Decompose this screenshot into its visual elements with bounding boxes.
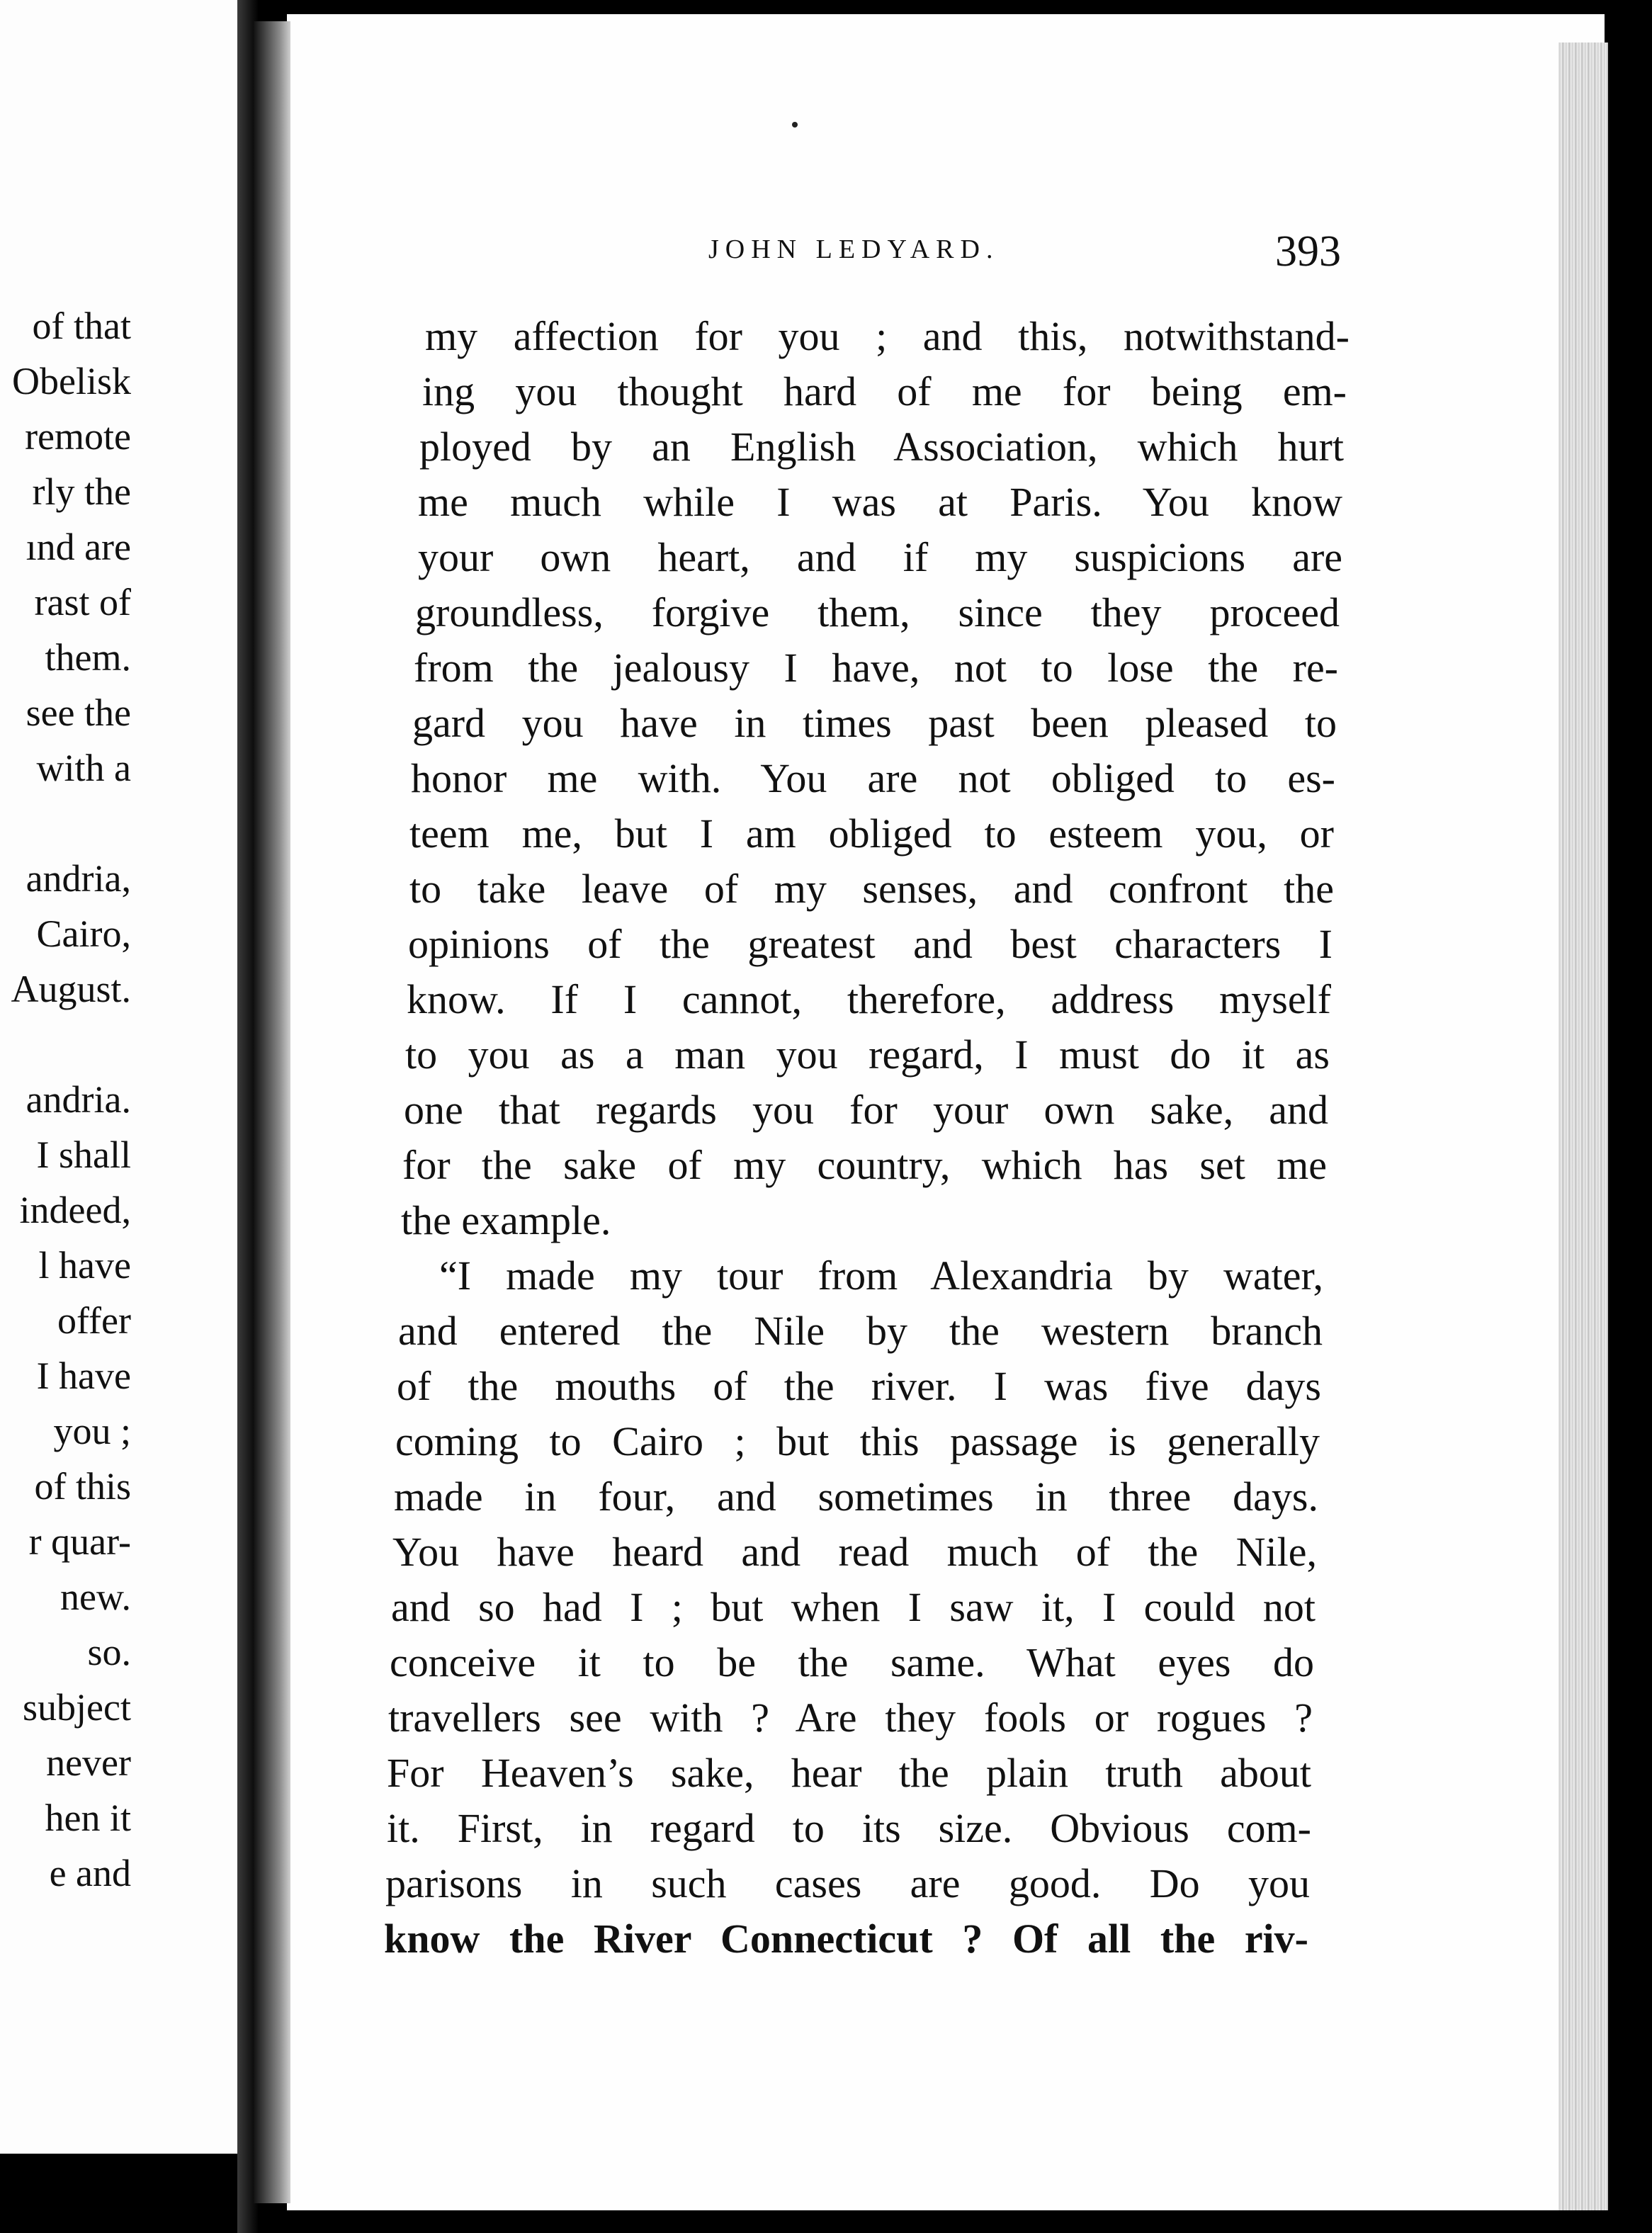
body-line: made in four, and sometimes in three days. bbox=[394, 1474, 1318, 1520]
body-line: For Heaven’s sake, hear the plain truth about bbox=[387, 1750, 1311, 1796]
body-line: conceive it to be the same. What eyes do bbox=[390, 1639, 1314, 1685]
body-line: of the mouths of the river. I was five days bbox=[397, 1363, 1321, 1409]
body-line: and entered the Nile by the western branch bbox=[398, 1308, 1323, 1354]
facing-page-line: of this bbox=[34, 1465, 131, 1508]
scan-border bbox=[1608, 43, 1652, 2233]
body-line: travellers see with ? Are they fools or rogues ? bbox=[388, 1695, 1313, 1741]
facing-page-line: r quar- bbox=[28, 1520, 131, 1563]
facing-page-line: remote bbox=[25, 415, 131, 458]
body-line: ing you thought hard of me for being em- bbox=[422, 368, 1347, 414]
body-line: You have heard and read much of the Nile, bbox=[392, 1529, 1317, 1575]
facing-page-line: l have bbox=[38, 1244, 131, 1287]
facing-page-line: e and bbox=[49, 1852, 131, 1894]
body-line: teem me, but I am obliged to esteem you, or bbox=[409, 810, 1334, 857]
facing-page-line: never bbox=[46, 1741, 131, 1784]
paragraph-first-line: “I made my tour from Alexandria by water, bbox=[439, 1253, 1323, 1299]
facing-page-line: with a bbox=[36, 747, 131, 789]
facing-page-line: rly the bbox=[32, 470, 131, 513]
body-line: from the jealousy I have, not to lose the re- bbox=[414, 645, 1338, 691]
facing-page-line: hen it bbox=[45, 1797, 131, 1839]
body-line: gard you have in times past been pleased to bbox=[412, 700, 1337, 746]
facing-page-line: indeed, bbox=[19, 1189, 131, 1231]
facing-page-line: subject bbox=[23, 1686, 131, 1729]
body-line: know. If I cannot, therefore, address myself bbox=[407, 976, 1331, 1022]
facing-page-line: I shall bbox=[36, 1134, 131, 1176]
facing-page-line: see the bbox=[26, 691, 131, 734]
facing-page-line: ınd are bbox=[26, 526, 131, 568]
body-line: parisons in such cases are good. Do you bbox=[385, 1860, 1310, 1906]
body-line: opinions of the greatest and best characters I bbox=[408, 921, 1333, 967]
body-line: to you as a man you regard, I must do it as bbox=[405, 1031, 1330, 1078]
body-line: one that regards you for your own sake, and bbox=[404, 1087, 1328, 1133]
page-number: 393 bbox=[1275, 227, 1341, 276]
spine-shadow bbox=[254, 21, 290, 2203]
body-line: it. First, in regard to its size. Obvious com- bbox=[387, 1805, 1311, 1851]
facing-page-line: you ; bbox=[53, 1410, 131, 1452]
ink-speck bbox=[792, 122, 798, 128]
facing-page-line: andria. bbox=[26, 1078, 131, 1121]
running-head: JOHN LEDYARD. bbox=[708, 234, 1000, 264]
facing-page-fragment bbox=[0, 0, 237, 2154]
facing-page-line: I have bbox=[36, 1355, 131, 1397]
page-edges bbox=[1558, 43, 1615, 2210]
body-line: honor me with. You are not obliged to es- bbox=[411, 755, 1335, 801]
body-line: know the River Connecticut ? Of all the riv- bbox=[384, 1916, 1308, 1962]
facing-page-line: offer bbox=[57, 1299, 131, 1342]
body-line: me much while I was at Paris. You know bbox=[418, 479, 1342, 525]
facing-page-line: rast of bbox=[34, 581, 131, 623]
facing-page-line: so. bbox=[87, 1631, 131, 1673]
facing-page-line: Obelisk bbox=[12, 360, 131, 402]
body-line: for the sake of my country, which has set me bbox=[402, 1142, 1327, 1188]
body-line: groundless, forgive them, since they proceed bbox=[415, 589, 1340, 635]
body-line: the example. bbox=[401, 1197, 611, 1243]
facing-page-line: of that bbox=[32, 305, 131, 347]
body-line: to take leave of my senses, and confront the bbox=[409, 866, 1334, 912]
facing-page-line: Cairo, bbox=[36, 912, 131, 955]
body-line: and so had I ; but when I saw it, I could not bbox=[391, 1584, 1316, 1630]
body-line: coming to Cairo ; but this passage is generally bbox=[395, 1418, 1320, 1464]
facing-page-line: them. bbox=[45, 636, 131, 679]
body-line: ployed by an English Association, which hurt bbox=[419, 424, 1344, 470]
body-line: your own heart, and if my suspicions are bbox=[418, 534, 1342, 580]
body-line: my affection for you ; and this, notwithstand- bbox=[425, 313, 1350, 359]
facing-page-line: August. bbox=[11, 968, 131, 1010]
facing-page-line: andria, bbox=[26, 857, 131, 900]
facing-page-line: new. bbox=[60, 1576, 131, 1618]
